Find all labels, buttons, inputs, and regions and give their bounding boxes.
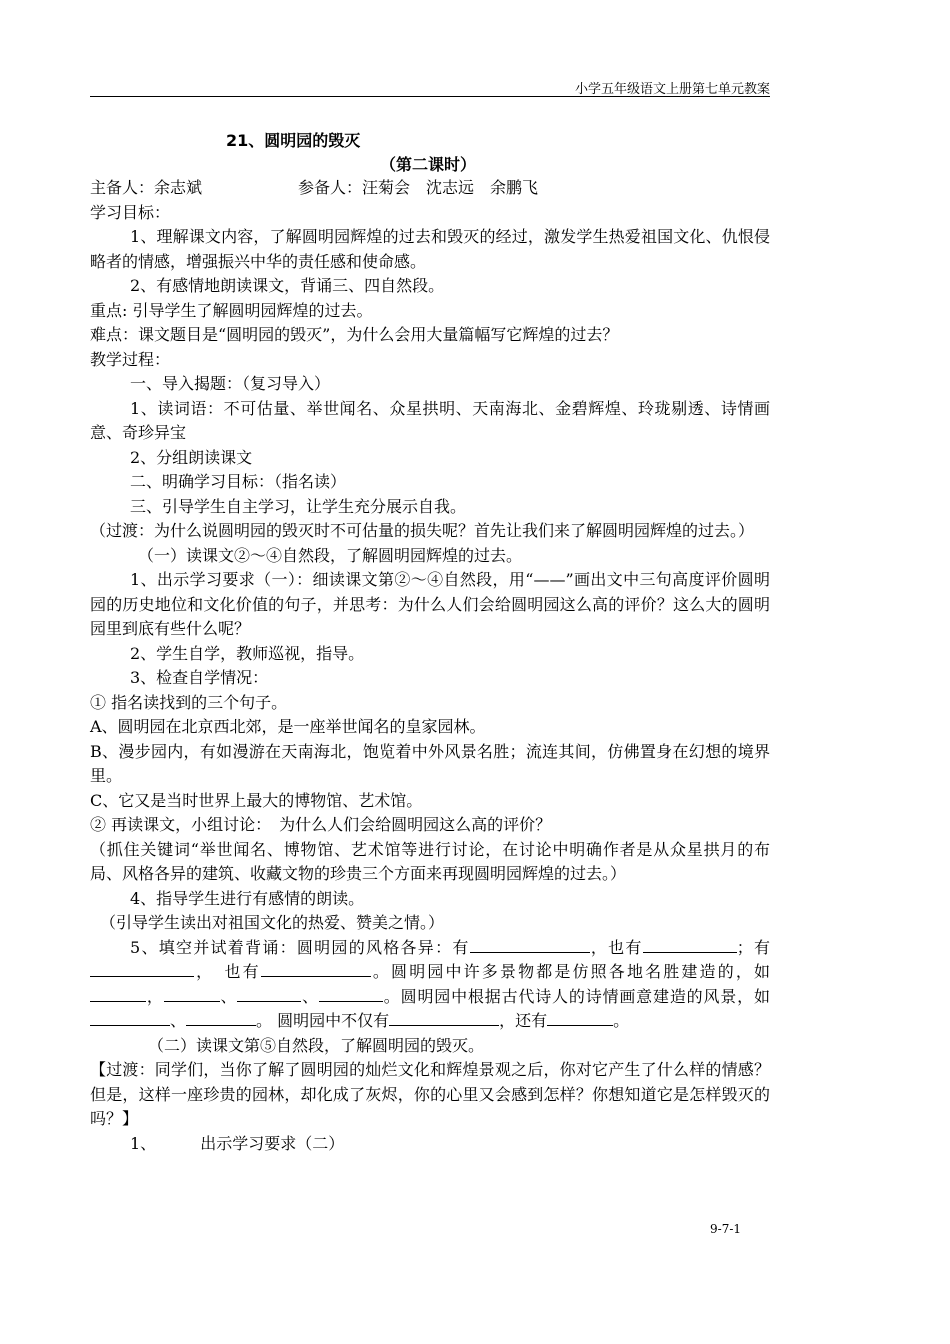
lesson-title: 21、圆明园的毁灭 [226,131,361,150]
main-author: 主备人：余志斌 [90,178,203,197]
goals-heading: 学习目标： [90,202,171,222]
check-item-2: ② 再读课文，小组讨论： 为什么人们会给圆明园这么高的评价？ [90,815,552,834]
lesson-subtitle: （第二课时） [380,155,477,174]
page-number: 9-7-1 [710,1222,742,1236]
step-2-heading: 二、明确学习目标：（指名读） [130,472,347,491]
sentence-a: A、圆明园在北京西北郊，是一座举世闻名的皇家园林。 [90,717,486,736]
blank-7[interactable] [237,987,301,1002]
fill-in-exercise: 5、填空并试着背诵：圆明园的风格各异：有 ，也有 ；有， 也有 。圆明园中许多景物都是仿照各地名胜建造的，如 ， 、 、 。圆明园中根据古代诗人的诗情画意建造的风景，如、 。 圆明园中不仅有 ，还有 。 [90,936,770,1034]
transition-1: （过渡：为什么说圆明园的毁灭时不可估量的损失呢？首先让我们来了解圆明园辉煌的过去。） [90,521,755,540]
key-point: 重点: 引导学生了解圆明园辉煌的过去。 [90,300,373,320]
document-body [90,176,770,1156]
page-header [90,78,770,97]
discussion-note: （抓住关键词“举世闻名、博物馆、艺术馆等进行讨论，在讨论中明确作者是从众星拱月的布局、风格各异的建筑、收藏文物的珍贵三个方面来再现圆明园辉煌的过去。） [90,839,770,883]
part-1-heading: （一）读课文②～④自然段，了解圆明园辉煌的过去。 [138,545,523,565]
authors-line [90,176,770,201]
blank-1[interactable] [470,938,590,953]
transition-2: 【过渡：同学们，当你了解了圆明园的灿烂文化和辉煌景观之后，你对它产生了什么样的情感？但是，这样一座珍贵的园林，却化成了灰烬，你的心里又会感到怎样？你想知道它是怎样毁灭的吗？】 [90,1060,770,1128]
blank-11[interactable] [389,1011,499,1026]
step-1-words: 1、读词语：不可估量、举世闻名、众星拱明、天南海北、金碧辉煌、玲珑剔透、诗情画意、奇珍异宝 [90,398,770,442]
goal-2: 2、有感情地朗读课文，背诵三、四自然段。 [130,276,445,295]
blank-3[interactable] [90,962,194,977]
step-3-heading: 三、引导学生自主学习，让学生充分展示自我。 [130,496,467,516]
part-2-heading: （二）读课文第⑤自然段，了解圆明园的毁灭。 [148,1035,485,1055]
reading-guide: （引导学生读出对祖国文化的热爱、赞美之情。） [100,913,445,932]
difficulty: 难点：课文题目是“圆明园的毁灭”，为什么会用大量篇幅写它辉煌的过去？ [90,325,619,344]
blank-2[interactable] [643,938,737,953]
step-1-heading: 一、导入揭题：（复习导入） [130,374,331,393]
blank-8[interactable] [319,987,383,1002]
blank-6[interactable] [164,987,220,1002]
blank-4[interactable] [261,962,371,977]
sentence-b: B、漫步园内，有如漫游在天南海北，饱览着中外风景名胜；流连其间，仿佛置身在幻想的境界里。 [90,741,770,785]
step-1-reading: 2、分组朗读课文 [130,447,253,467]
process-heading: 教学过程： [90,349,171,369]
check-item-1: ① 指名读找到的三个句子。 [90,692,288,712]
sentence-c: C、它又是当时世界上最大的博物馆、艺术馆。 [90,790,423,810]
self-study: 2、学生自学，教师巡视，指导。 [130,643,365,663]
blank-12[interactable] [547,1011,613,1026]
requirement-2: 1、 出示学习要求（二） [130,1133,345,1153]
goal-1: 1、理解课文内容，了解圆明园辉煌的过去和毁灭的经过，激发学生热爱祖国文化、仇恨侵略者的情感，增强振兴中华的责任感和使命感。 [90,227,770,271]
header-text: 小学五年级语文上册第七单元教案 [574,82,770,97]
blank-10[interactable] [186,1011,256,1026]
requirement-1: 1、出示学习要求（一）：细读课文第②～④自然段，用“——”画出文中三句高度评价圆明园的历史地位和文化价值的句子，并思考：为什么人们会给圆明园这么高的评价？这么大的圆明园里到底有些什么呢？ [90,570,770,638]
blank-5[interactable] [90,987,146,1002]
blank-9[interactable] [90,1011,170,1026]
emotional-reading: 4、指导学生进行有感情的朗读。 [130,888,365,908]
co-authors: 参备人：汪菊会 沈志远 余鹏飞 [298,178,539,197]
check-study: 3、检查自学情况： [130,668,269,687]
